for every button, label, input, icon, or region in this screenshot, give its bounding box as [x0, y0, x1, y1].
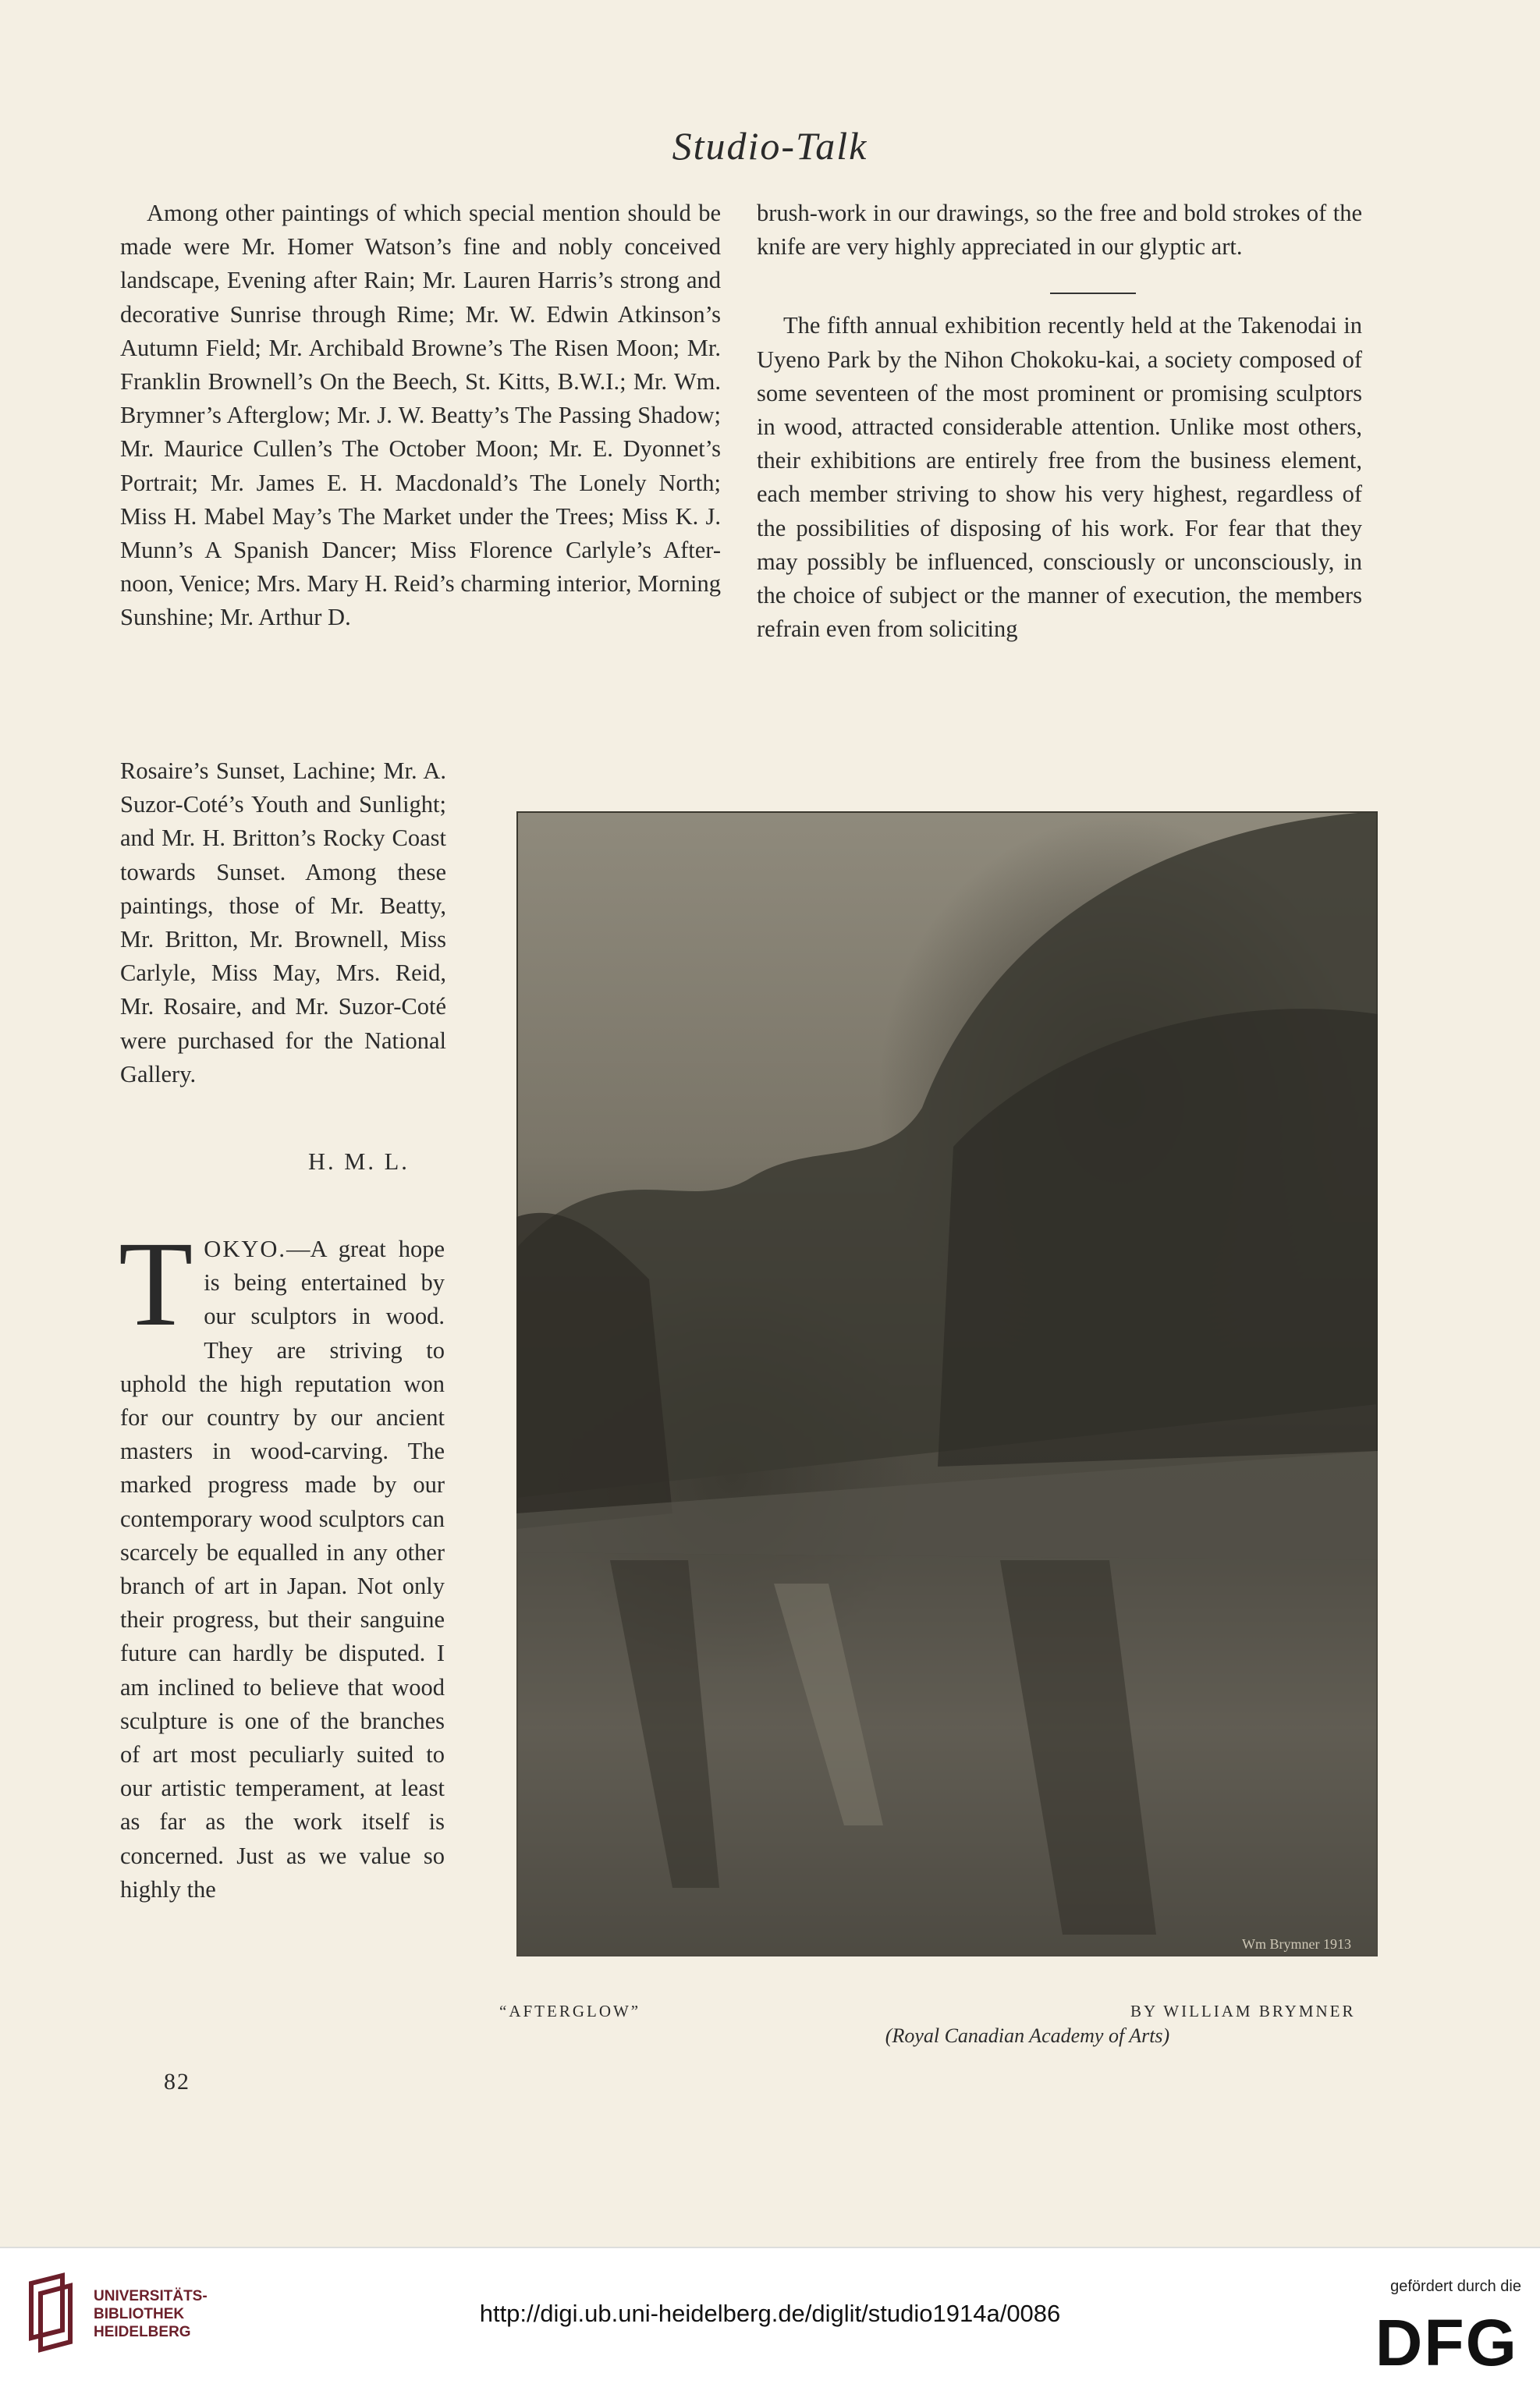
paragraph-paintings-cont: Rosaire’s Sunset, Lachine; Mr. A. Suzor-Coté’s Youth and Sunlight; and Mr. H. Britton’s Rocky Coast towards Sunset. Among these paintings, those of Mr. Beatty, Mr. Britton, Mr. Brownell, Miss Carlyle, Miss May, Mrs. Reid, Mr. Rosaire, and Mr. Suzor-Coté were purchased for the National Gallery.	[120, 757, 446, 1087]
paragraph-brushwork: brush-work in our drawings, so the free and bold strokes of the knife are very highly appreciated in our glyptic art.	[757, 200, 1362, 261]
dfg-logo: DFG	[1375, 2306, 1518, 2379]
library-line: BIBLIOTHEK	[94, 2306, 185, 2322]
permalink-url[interactable]: http://digi.ub.uni-heidelberg.de/diglit/studio1914a/0086	[479, 2300, 1061, 2327]
caption-credit: (Royal Canadian Academy of Arts)	[885, 2024, 1170, 2047]
painting-illustration	[516, 811, 1378, 1956]
paragraph-paintings: Among other paintings of which special mention should be made were Mr. Homer Watson’s fine and nobly conceived landscape, Evening after Rain; Mr. Lauren Harris’s strong and decorative Sunrise through Rime; Mr. W. Edwin Atkinson’s Autumn Field; Mr. Archibald Browne’s The Risen Moon; Mr. Franklin Brownell’s On the Beech, St. Kitts, B.W.I.; Mr. Wm. Brymner’s Afterglow; Mr. J. W. Beatty’s The Passing Shadow; Mr. Maurice Cullen’s The October Moon; Mr. E. Dyonnet’s Portrait; Mr. James E. H. Macdonald’s The Lonely North; Miss H. Mabel May’s The Market under the Trees; Miss K. J. Munn’s A Spanish Dancer; Miss Florence Carlyle’s After-noon, Venice; Mrs. Mary H. Reid’s charming interior, Morning Sunshine; Mr. Arthur D.	[120, 200, 721, 631]
author-initials: H. M. L.	[308, 1148, 410, 1175]
column-left-narrow	[120, 754, 446, 1091]
funding-note: gefördert durch die	[1390, 2278, 1521, 2295]
paragraph-exhibition: The fifth annual exhibition recently held at the Takenodai in Uyeno Park by the Nihon Chokoku-kai, a society composed of some seventeen of the most prominent or promising sculptors in wood, attracted considerable attention. Unlike most others, their exhibitions are entirely free from the business element, each member striving to show his very highest, regardless of the possibilities of disposing of his work. For fear that they may possibly be influenced, consciously or unconsciously, in the choice of subject or the manner of execution, the members refrain even from soliciting	[757, 312, 1362, 643]
column-left-top	[120, 197, 721, 635]
page-number: 82	[164, 2069, 190, 2095]
painting-afterglow	[516, 811, 1378, 1956]
drop-cap: T	[119, 1216, 193, 1351]
column-right	[757, 197, 1362, 646]
caption-artist: BY WILLIAM BRYMNER	[1130, 2002, 1356, 2020]
column-tokyo	[119, 1216, 445, 1907]
tokyo-lead: OKYO.	[204, 1236, 287, 1262]
running-head: Studio-Talk	[672, 124, 868, 168]
caption-title: “AFTERGLOW”	[499, 2002, 641, 2020]
section-divider	[1050, 293, 1136, 294]
painting-signature: Wm Brymner 1913	[1242, 1936, 1351, 1952]
library-line: HEIDELBERG	[94, 2324, 191, 2340]
library-line: UNIVERSITÄTS-	[94, 2288, 208, 2304]
paragraph-tokyo	[119, 1216, 445, 1907]
tokyo-text: —A great hope is being entertained by our sculptors in wood. They are striving to uphold the high reputation won for our country by our ancient masters in wood-carving. The marked progress made by our contemporary wood sculptors can scarcely be equalled in any other branch of art in Japan. Not only their progress, but their sanguine future can hardly be disputed. I am inclined to believe that wood sculpture is one of the branches of art most peculiarly suited to our artistic temperament, at least as far as the work itself is concerned. Just as we value so highly the	[120, 1236, 445, 1903]
